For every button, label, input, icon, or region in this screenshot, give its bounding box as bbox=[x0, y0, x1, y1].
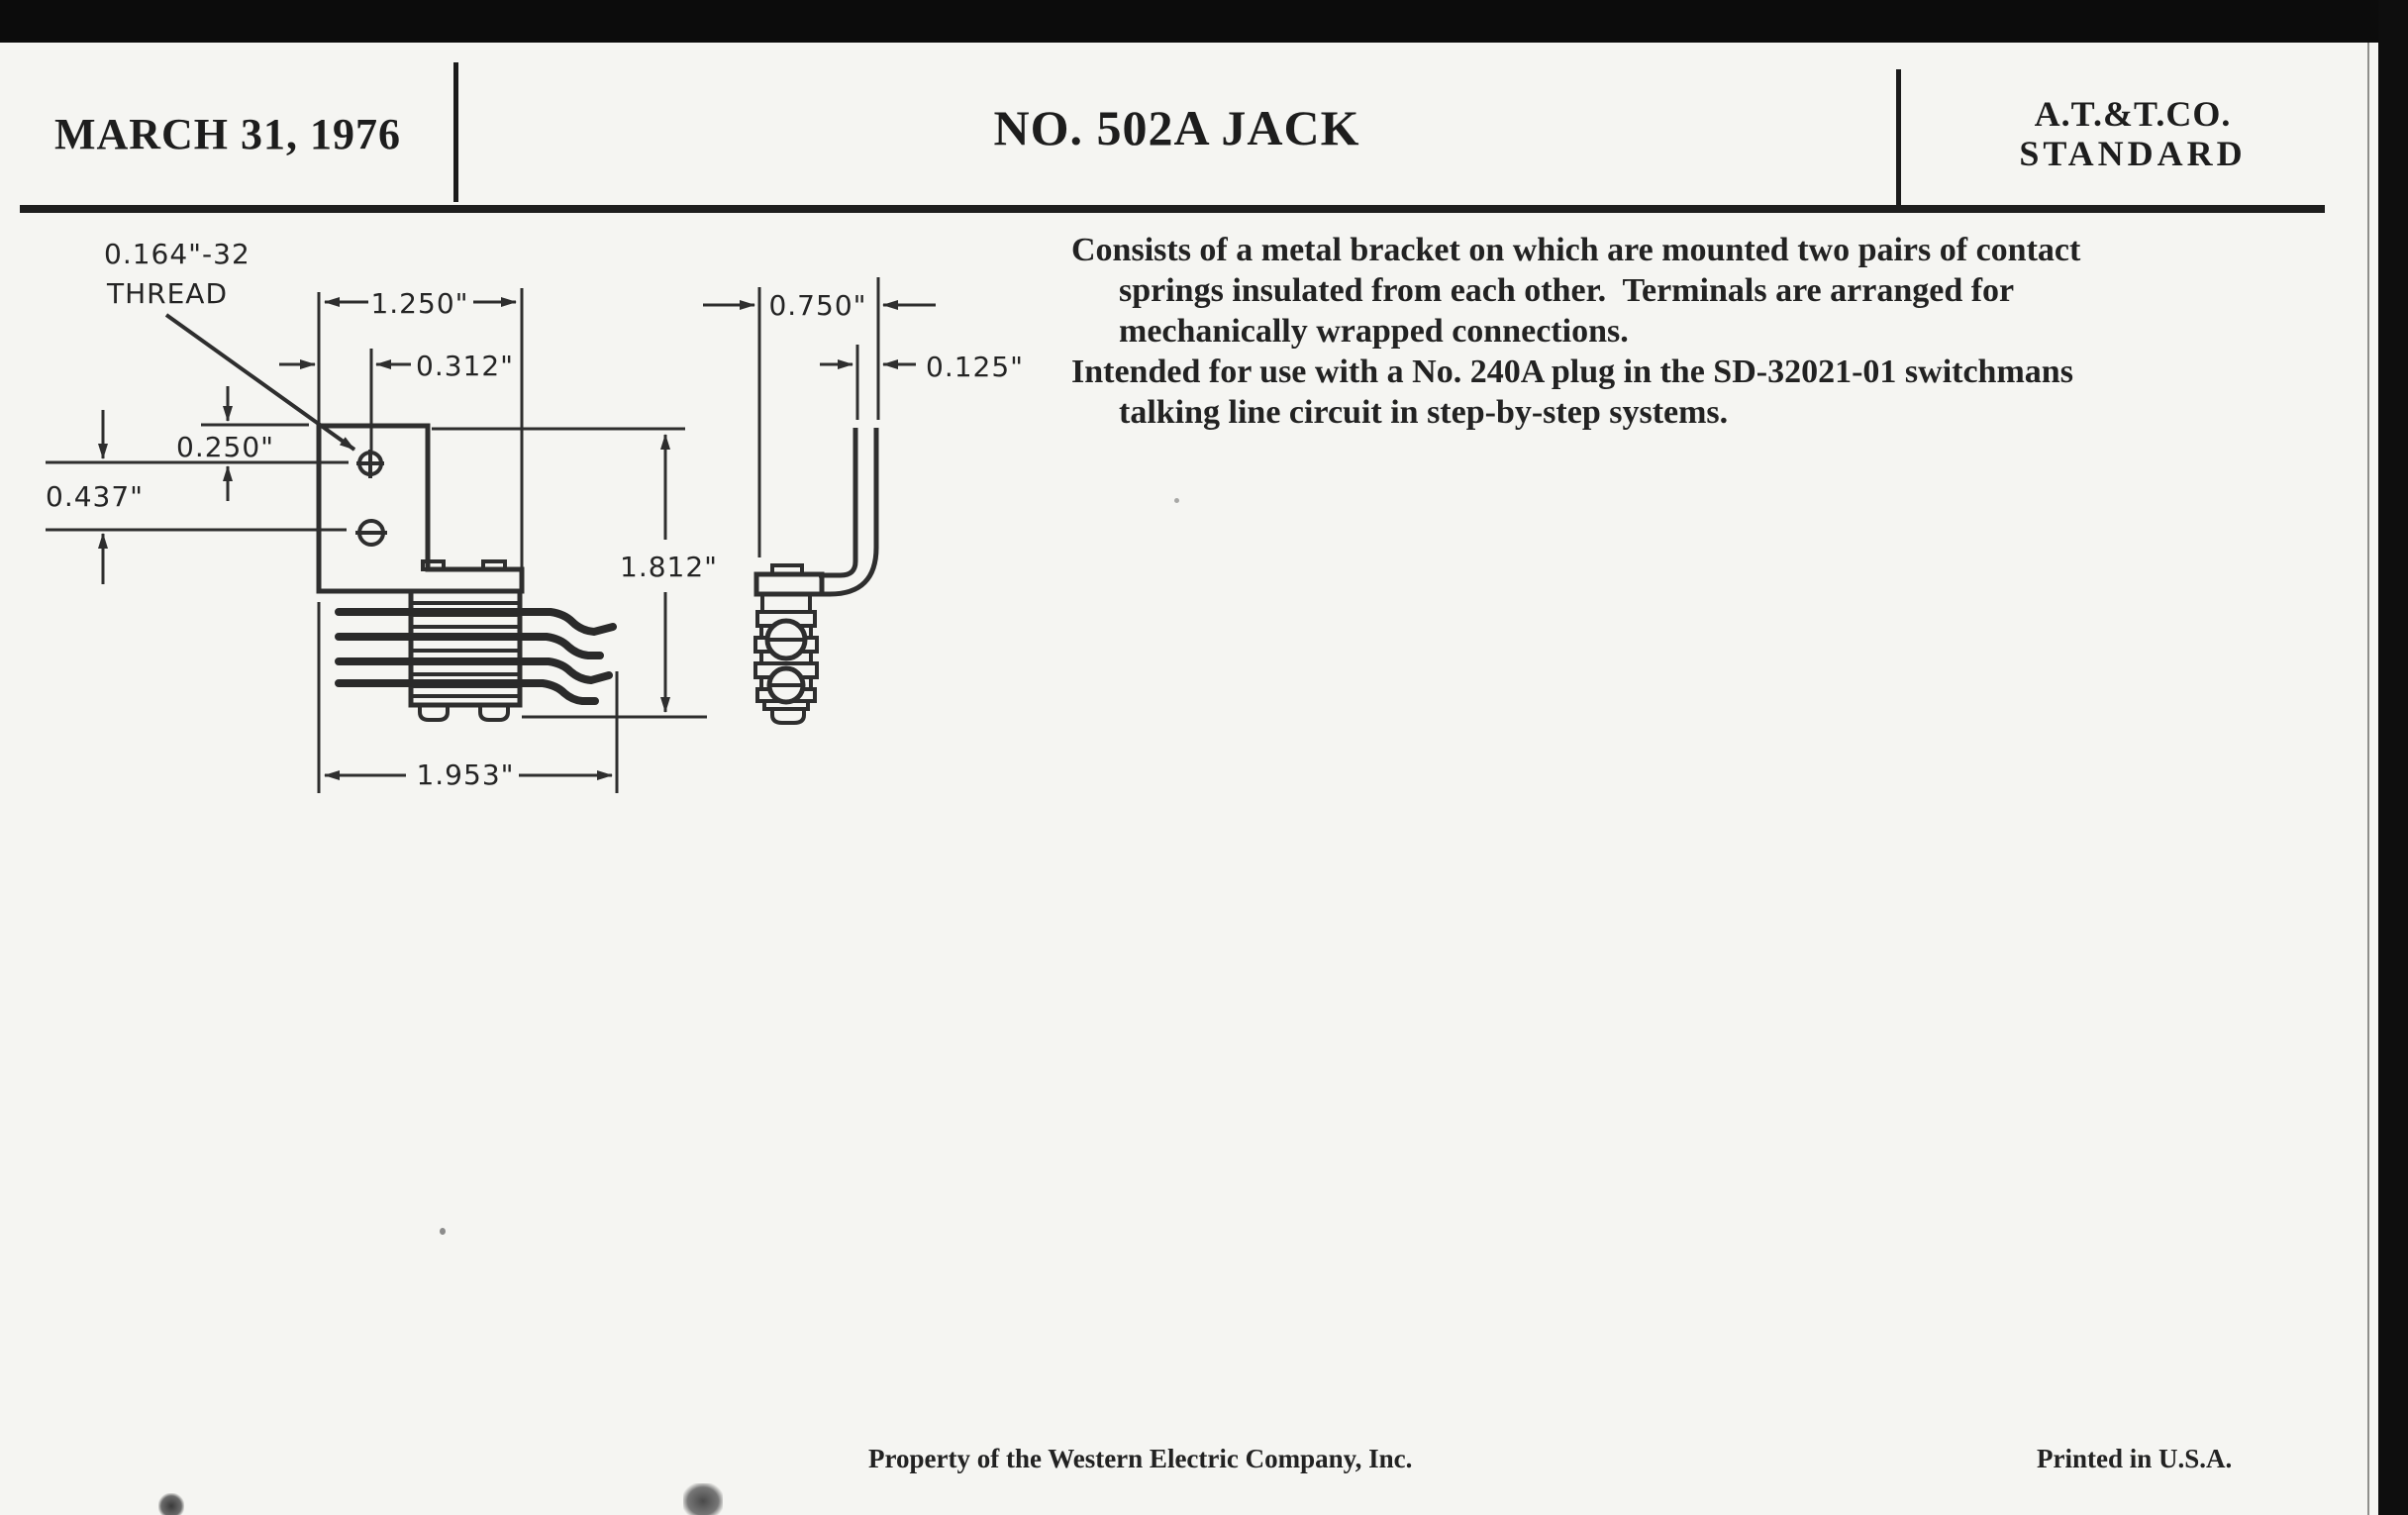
slotted-hole bbox=[355, 521, 387, 545]
org-standard-label: STANDARD bbox=[2019, 134, 2247, 173]
description-line: mechanically wrapped connections. bbox=[1119, 313, 1629, 350]
thread-word-label: THREAD bbox=[107, 277, 229, 310]
threaded-hole bbox=[356, 450, 384, 478]
dim-0250-label: 0.250" bbox=[176, 431, 275, 463]
description-line: talking line circuit in step-by-step systems. bbox=[1119, 394, 1729, 431]
scan-speck bbox=[1174, 498, 1179, 503]
pileup-side-view bbox=[755, 594, 817, 723]
thread-spec-label: 0.164"-32 bbox=[104, 238, 251, 270]
footer-property-note: Property of the Western Electric Company, Inc. bbox=[868, 1444, 1413, 1473]
scan-speck bbox=[440, 1228, 446, 1235]
bracket-side-outer bbox=[822, 428, 876, 594]
front-view bbox=[46, 288, 707, 793]
side-view bbox=[703, 277, 936, 723]
document-title: NO. 502A JACK bbox=[993, 100, 1360, 155]
document-date: MARCH 31, 1976 bbox=[53, 110, 402, 158]
dim-1250-label: 1.250" bbox=[370, 287, 469, 320]
dim-0750-label: 0.750" bbox=[768, 289, 867, 322]
plate-end-view bbox=[756, 574, 822, 594]
scan-smudge bbox=[158, 1493, 184, 1515]
dim-1812-label: 1.812" bbox=[620, 551, 719, 583]
bracket-side-inner bbox=[819, 428, 855, 575]
dim-0125-label: 0.125" bbox=[926, 351, 1025, 383]
org-name: A.T.&T.CO. bbox=[2034, 94, 2232, 134]
stack-side-foot bbox=[772, 709, 804, 723]
thread-leader-line bbox=[166, 315, 354, 450]
dim-0312-label: 0.312" bbox=[416, 350, 515, 382]
description-line: Consists of a metal bracket on which are mounted two pairs of contact bbox=[1071, 232, 2081, 268]
scan-smudge bbox=[683, 1483, 723, 1515]
dim-1953-label: 1.953" bbox=[416, 758, 515, 791]
description-line: springs insulated from each other. Terminals are arranged for bbox=[1119, 272, 2015, 309]
bracket-outline bbox=[319, 426, 522, 591]
footer-printed-note: Printed in U.S.A. bbox=[2037, 1444, 2233, 1473]
dim-0437-label: 0.437" bbox=[46, 480, 145, 513]
description-line: Intended for use with a No. 240A plug in the SD-32021-01 switchmans bbox=[1071, 354, 2073, 390]
